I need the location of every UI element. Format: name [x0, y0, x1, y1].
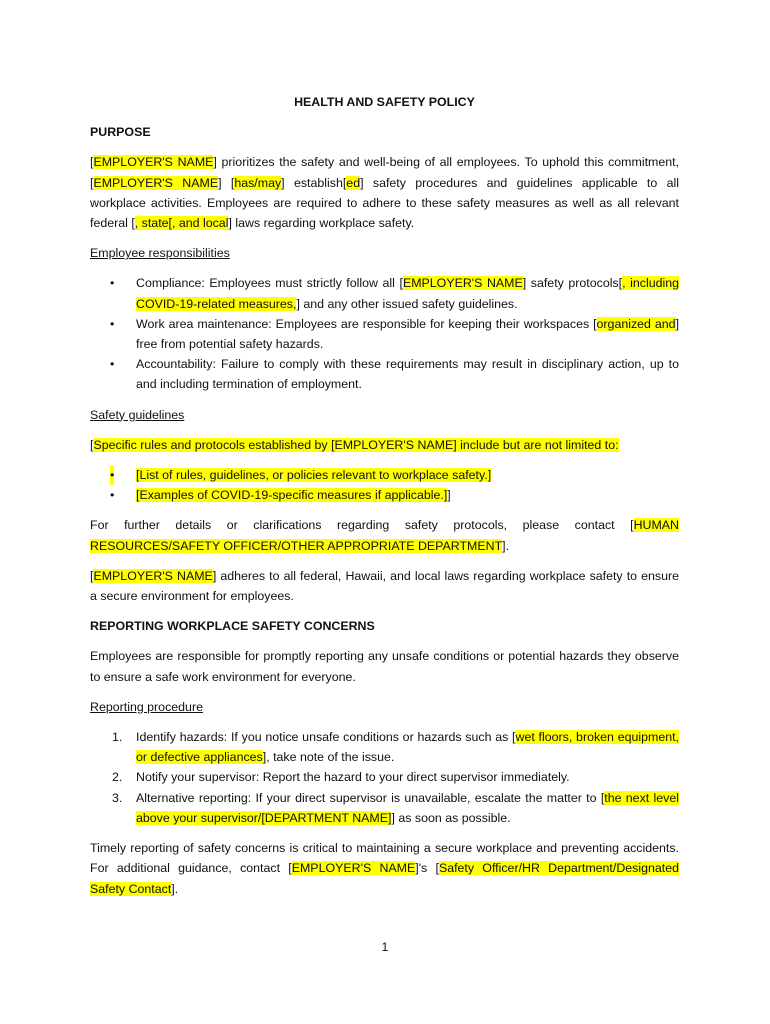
reporting-intro [90, 646, 679, 686]
highlighted-placeholder: HUMAN RESOURCES/SAFETY OFFICER/OTHER APPROPRIATE DEPARTMENT [90, 518, 679, 553]
bullet-icon: • [110, 276, 115, 291]
reporting-heading: REPORTING WORKPLACE SAFETY CONCERNS [90, 619, 375, 634]
highlighted-placeholder: EMPLOYER'S NAME [93, 175, 219, 190]
list-item [90, 273, 679, 313]
text-run: [ [90, 437, 94, 452]
text-run: ] [ [218, 175, 235, 190]
list-item [90, 314, 679, 354]
bullet-icon: • [110, 357, 115, 372]
text-run: ] establish[ [281, 175, 347, 190]
highlighted-placeholder: Specific rules and protocols established by [EMPLOYER'S NAME] include but are not limited to: [93, 437, 619, 452]
text-run: ] [447, 488, 451, 503]
bullet-icon: • [110, 316, 115, 331]
reporting-procedure-heading: Reporting procedure [90, 699, 203, 714]
list-item [90, 788, 679, 828]
text-run: ]. [171, 881, 179, 896]
text-run: ] prioritizes the safety and well-being of all employees. To uphold this commitment, [ [90, 155, 680, 190]
responsibilities-list [90, 273, 679, 394]
step-number: 2. [112, 770, 123, 785]
text-run: Compliance: Employees must strictly follow all [ [136, 276, 403, 291]
highlighted-placeholder: wet floors, broken equipment, or defective appliances [136, 730, 679, 765]
contact-paragraph [90, 515, 679, 555]
highlighted-placeholder: , including COVID-19-related measures, [136, 276, 680, 311]
bullet-icon: • [110, 465, 114, 485]
text-run: ]. [502, 538, 510, 553]
text-run: ]'s [ [415, 861, 439, 876]
text-run: ] safety procedures and guidelines applicable to all workplace activities. Employees are required to adhere to these safety measures as well as all relevant federal [ [90, 175, 680, 231]
list-item [90, 465, 679, 485]
text-run: ] safety protocols[ [522, 276, 623, 291]
list-item-text [136, 276, 679, 310]
text-run: ] as soon as possible. [391, 810, 511, 825]
text-run: Accountability: Failure to comply with these requirements may result in disciplinary action, up to and including termination of employment. [136, 357, 679, 392]
list-item-text [136, 791, 679, 825]
list-item-text [136, 357, 679, 391]
page-number: 1 [381, 940, 389, 954]
guidelines-list [90, 465, 679, 505]
purpose-heading: PURPOSE [90, 125, 151, 140]
document-title: HEALTH AND SAFETY POLICY [294, 95, 475, 109]
list-item-text [136, 468, 491, 482]
list-item [90, 767, 679, 787]
list-item-text [136, 770, 570, 784]
text-run: ] free from potential safety hazards. [136, 316, 680, 352]
list-item [90, 727, 679, 767]
text-run: Employees are responsible for promptly reporting any unsafe conditions or potential hazards they observe to ensure a safe work environment for everyone. [90, 649, 679, 684]
bullet-icon: • [110, 488, 115, 503]
text-run: Alternative reporting: If your direct supervisor is unavailable, escalate the matter to [ [136, 790, 605, 805]
text-run: Identify hazards: If you notice unsafe conditions or hazards such as [ [136, 730, 516, 745]
safety-guidelines-intro [90, 435, 679, 455]
highlighted-placeholder: EMPLOYER'S NAME [291, 861, 416, 876]
highlighted-placeholder: [Examples of COVID-19-specific measures if applicable.] [136, 488, 448, 503]
reporting-steps [90, 727, 679, 828]
document-body [90, 92, 679, 909]
step-number: 3. [112, 790, 123, 805]
highlighted-placeholder: the next level above your supervisor/[DEPARTMENT NAME] [136, 790, 679, 825]
highlighted-placeholder: [List of rules, guidelines, or policies relevant to workplace safety.] [136, 468, 492, 483]
highlighted-placeholder: EMPLOYER'S NAME [93, 568, 213, 583]
highlighted-placeholder: Safety Officer/HR Department/Designated Safety Contact [90, 861, 680, 896]
highlighted-placeholder: EMPLOYER'S NAME [402, 276, 523, 291]
step-number: 1. [112, 730, 123, 745]
list-item-text [136, 317, 679, 351]
text-run: For further details or clarifications regarding safety protocols, please contact [ [90, 518, 634, 533]
text-run: ], take note of the issue. [262, 750, 395, 765]
purpose-paragraph [90, 152, 679, 233]
highlighted-placeholder: organized and [596, 316, 676, 331]
safety-guidelines-heading: Safety guidelines [90, 407, 185, 422]
list-item [90, 354, 679, 394]
text-run: [ [90, 155, 94, 170]
employee-responsibilities-heading: Employee responsibilities [90, 246, 230, 261]
text-run: Notify your supervisor: Report the hazard to your direct supervisor immediately. [136, 770, 570, 785]
laws-paragraph [90, 566, 679, 606]
list-item [90, 485, 679, 505]
list-item-text [136, 730, 679, 764]
text-run: Timely reporting of safety concerns is critical to maintaining a secure workplace and preventing accidents. For additional guidance, contact [ [90, 841, 679, 876]
highlighted-placeholder: EMPLOYER'S NAME [93, 155, 214, 170]
text-run: ] laws regarding workplace safety. [228, 216, 415, 231]
highlighted-placeholder: , state[, and local [134, 216, 229, 231]
highlighted-placeholder: ed [346, 175, 361, 190]
closing-paragraph [90, 838, 679, 899]
text-run: Work area maintenance: Employees are responsible for keeping their workspaces [ [136, 316, 597, 331]
highlighted-placeholder: has/may [234, 175, 282, 190]
list-item-text [136, 488, 451, 502]
text-run: [ [90, 568, 94, 583]
text-run: ] adheres to all federal, Hawaii, and local laws regarding workplace safety to ensure a secure environment for employees. [90, 568, 679, 604]
text-run: ] and any other issued safety guidelines. [296, 296, 518, 311]
